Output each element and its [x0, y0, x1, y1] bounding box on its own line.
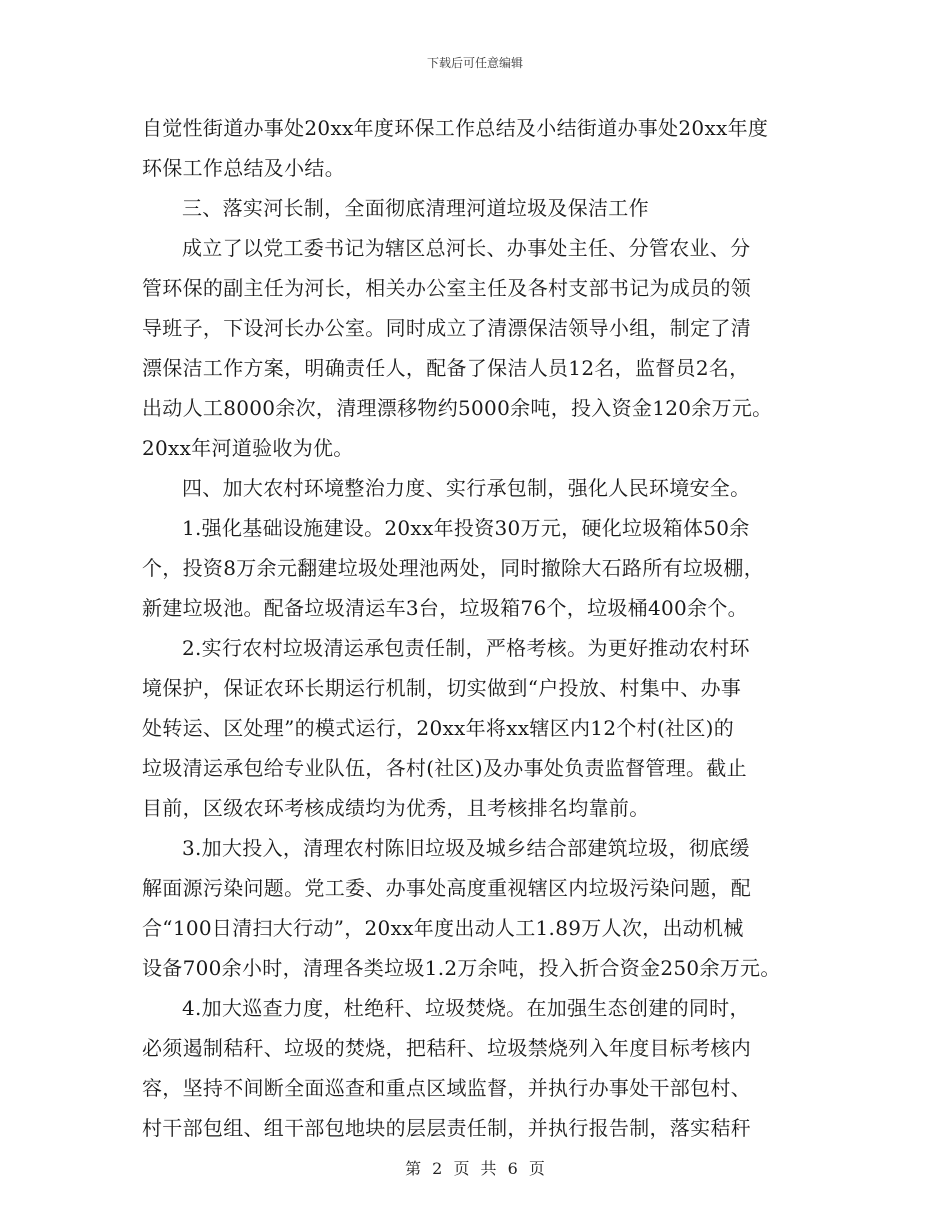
- section-heading: 三、落实河长制，全面彻底清理河道垃圾及保洁工作: [182, 196, 649, 220]
- text-line: 自觉性街道办事处20xx年度环保工作总结及小结街道办事处20xx年度: [142, 116, 769, 140]
- text-line: 解面源污染问题。党工委、办事处高度重视辖区内垃圾污染问题，配: [142, 876, 751, 900]
- text-line: 漂保洁工作方案，明确责任人，配备了保洁人员12名，监督员2名，: [142, 356, 750, 380]
- text-line: 新建垃圾池。配备垃圾清运车3台，垃圾箱76个，垃圾桶400余个。: [142, 596, 748, 620]
- text-line: 成立了以党工委书记为辖区总河长、办事处主任、分管农业、分: [182, 236, 751, 260]
- text-line: 设备700余小时，清理各类垃圾1.2万余吨，投入折合资金250余万元。: [142, 956, 781, 980]
- text-line: 容，坚持不间断全面巡查和重点区域监督，并执行办事处干部包村、: [142, 1076, 751, 1100]
- page-number-footer: 第 2 页 共 6 页: [405, 1159, 545, 1178]
- text-line: 20xx年河道验收为优。: [142, 436, 354, 460]
- text-line: 3.加大投入，清理农村陈旧垃圾及城乡结合部建筑垃圾，彻底缓: [182, 836, 750, 860]
- text-line: 导班子，下设河长办公室。同时成立了清漂保洁领导小组，制定了清: [142, 316, 751, 340]
- text-line: 2.实行农村垃圾清运承包责任制，严格考核。为更好推动农村环: [182, 636, 750, 660]
- text-line: 环保工作总结及小结。: [142, 156, 345, 180]
- text-line: 管环保的副主任为河长，相关办公室主任及各村支部书记为成员的领: [142, 276, 751, 300]
- text-line: 境保护，保证农环长期运行机制，切实做到“户投放、村集中、办事: [142, 676, 742, 700]
- text-line: 4.加大巡查力度，杜绝秆、垃圾焚烧。在加强生态创建的同时，: [182, 996, 750, 1020]
- text-line: 出动人工8000余次，清理漂移物约5000余吨，投入资金120余万元。: [142, 396, 773, 420]
- text-line: 个，投资8万余元翻建垃圾处理池两处，同时撤除大石路所有垃圾棚，: [142, 556, 765, 580]
- section-heading: 四、加大农村环境整治力度、实行承包制，强化人民环境安全。: [182, 476, 751, 500]
- text-line: 必须遏制秸秆、垃圾的焚烧，把秸秆、垃圾禁烧列入年度目标考核内: [142, 1036, 751, 1060]
- text-line: 1.强化基础设施建设。20xx年投资30万元，硬化垃圾箱体50余: [182, 516, 750, 540]
- text-line: 村干部包组、组干部包地块的层层责任制，并执行报告制，落实秸秆: [142, 1116, 751, 1140]
- text-line: 合“100日清扫大行动”，20xx年度出动人工1.89万人次，出动机械: [142, 916, 744, 940]
- text-line: 处转运、区处理”的模式运行，20xx年将xx辖区内12个村(社区)的: [142, 716, 735, 740]
- page-header: 下载后可任意编辑: [426, 56, 523, 70]
- document-body: [142, 108, 810, 1148]
- text-line: 目前，区级农环考核成绩均为优秀，且考核排名均靠前。: [142, 796, 650, 820]
- text-line: 垃圾清运承包给专业队伍，各村(社区)及办事处负责监督管理。截止: [142, 756, 747, 780]
